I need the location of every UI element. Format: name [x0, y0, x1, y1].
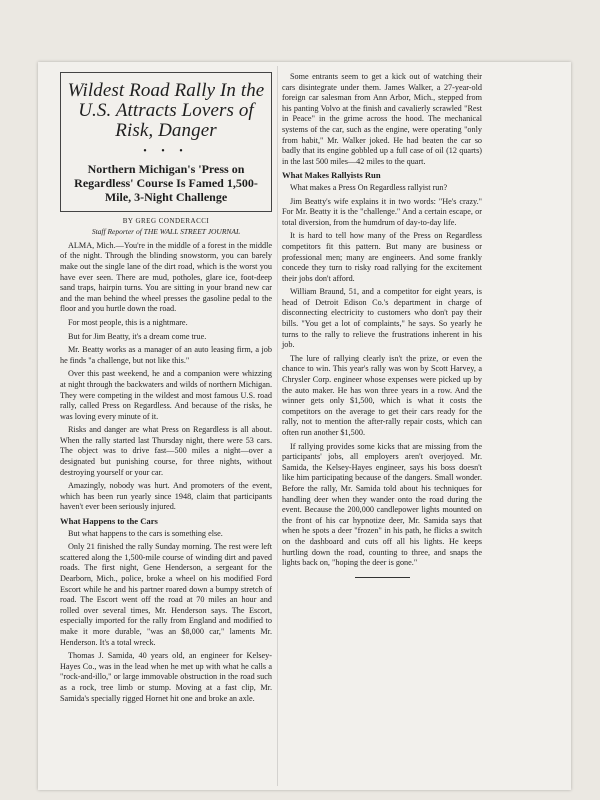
left-column: [60, 72, 272, 707]
paragraph: But for Jim Beatty, it's a dream come true.: [68, 331, 207, 341]
section-title: What Makes Rallyists Run: [282, 170, 381, 181]
paragraph: Thomas J. Samida, 40 years old, an engineer for Kelsey-Hayes Co., was in the lead when he met up with what he calls a "rock-and-illo," or large immovable obstruction in the road such as a rock, tree limb or stump. Moving at a fast clip, Mr. Samida's specially rigged Hornet hit one and broke an axle.: [60, 651, 272, 703]
paragraph: Amazingly, nobody was hurt. And promoters of the event, which has been run yearly since 1948, claim that participants haven't ever been seriously injured.: [60, 481, 272, 512]
paragraph: Mr. Beatty works as a manager of an auto leasing firm, a job he finds "a challenge, but not like this.": [60, 345, 272, 365]
paragraph: But what happens to the cars is something else.: [68, 528, 223, 538]
paragraph: The lure of rallying clearly isn't the prize, or even the chance to win. This year's rally was won by Scott Harvey, a Chrysler Corp. engineer whose expenses were picked up by the auto maker. He has won three years in a row. And the winner gets only $1,500, which is what it costs the competitors on the average to get their cars ready for the rally, not to mention the after-rally repair costs, which can often run another $1,500.: [282, 353, 482, 437]
paragraph: It is hard to tell how many of the Press on Regardless competitors fit this pattern. But many are business or professional men; many are engineers. And some frankly concede they turn to risky road rallying for the excitement their jobs don't afford.: [282, 231, 482, 283]
ornament-dots: • • •: [143, 146, 189, 157]
paragraph: Some entrants seem to get a kick out of watching their cars disintegrate under them. James Walker, a 27-year-old foreign car salesman from Ann Arbor, Mich., stepped from his panting Volvo at the finish and cavalierly scrawled "Rest in Peace" in the grime across the hood. The mechanical systems of the car, such as the engine, were operating "only from habit," Mr. Walker joked. He had beaten the car so badly that its engine gobbled up a full case of oil (12 quarts) in the last 500 miles—42 miles to the quart.: [282, 72, 482, 166]
paragraph: If rallying provides some kicks that are missing from the participants' jobs, all employers aren't overjoyed. Mr. Samida, the Kelsey-Hayes engineer, says his boss doesn't like him participating because of the dangers. Small wonder. Before the rally, Mr. Samida told about his techniques for handling deer when they wander onto the road during the event. Because the 200,000 candlepower lights mounted on the front of his car hypnotize deer, Mr. Samida says that when he spots a deer "frozen" in his path, he flicks a switch on the dashboard and cuts off all his lights. He keeps hurtling down the road, counting to three, and snaps the lights back on, "hoping the deer is gone.": [282, 441, 482, 568]
section-title: What Happens to the Cars: [60, 516, 158, 527]
right-column: [282, 72, 482, 578]
paragraph: For most people, this is a nightmare.: [68, 317, 188, 327]
staff-line: Staff Reporter of THE WALL STREET JOURNAL: [91, 227, 241, 237]
paragraph: ALMA, Mich.—You're in the middle of a forest in the middle of the night. Through the blinding snowstorm, you can barely make out the single lane of the dirt road, which is the worst you have ever seen. There are mud, potholes, glare ice, foot-deep sand traps, hairpin turns. You are sitting in your brand new car and the man behind the wheel presses the gasoline pedal to the floor and you hurtle down the road.: [60, 240, 272, 314]
end-rule: [355, 577, 410, 578]
subhead: Northern Michigan's 'Press on Regardless' Course Is Famed 1,500-Mile, 3-Night Challenge: [74, 161, 258, 204]
paragraph: Jim Beatty's wife explains it in two words: "He's crazy." For Mr. Beatty it is the "challenge." And a certain escape, or total diversion, from the humdrum of day-to-day life.: [282, 196, 482, 227]
paragraph: Over this past weekend, he and a companion were whizzing at night through the backwaters and wilds of northern Michigan. They were competing in the wildest and most famous U.S. road rally, called Press on Regardless. And because of the risks, he was loving every minute of it.: [60, 369, 272, 421]
headline-box: [60, 72, 272, 212]
headline: Wildest Road Rally In the U.S. Attracts Lovers of Risk, Danger: [67, 80, 265, 141]
column-fold-line: [277, 66, 278, 786]
paragraph: William Braund, 51, and a competitor for eight years, is head of Detroit Edison Co.'s department in charge of disconnecting electricity to customers who don't pay their bills. "You get a lot of complaints," he says. So yearly he turns to the rally to relieve the frustrations inherent in his job.: [282, 287, 482, 350]
paragraph: What makes a Press On Regardless rallyist run?: [290, 182, 448, 192]
byline: BY GREG CONDERACCI: [122, 216, 210, 225]
paragraph: Only 21 finished the rally Sunday morning. The rest were left scattered along the 1,500-mile course of winding dirt and paved roads. The first night, Gene Henderson, a sergeant for the Dearborn, Mich., police, broke a wheel on his modified Ford Escort while he and his partner roared down a bumpy stretch of road. The Escort went off the road at 70 miles an hour and rolled over several times, Mr. Henderson says. The Escort, especially imported for the rally from England and modified to make it more durable, "was an $8,000 car," laments Mr. Henderson. It's a total wreck.: [60, 542, 272, 647]
paragraph: Risks and danger are what Press on Regardless is all about. When the rally started last Thursday night, there were 53 cars. The object was to drive fast—500 miles a night—over a designated but punishing course, for three nights, without destroying yourself or your car.: [60, 425, 272, 477]
